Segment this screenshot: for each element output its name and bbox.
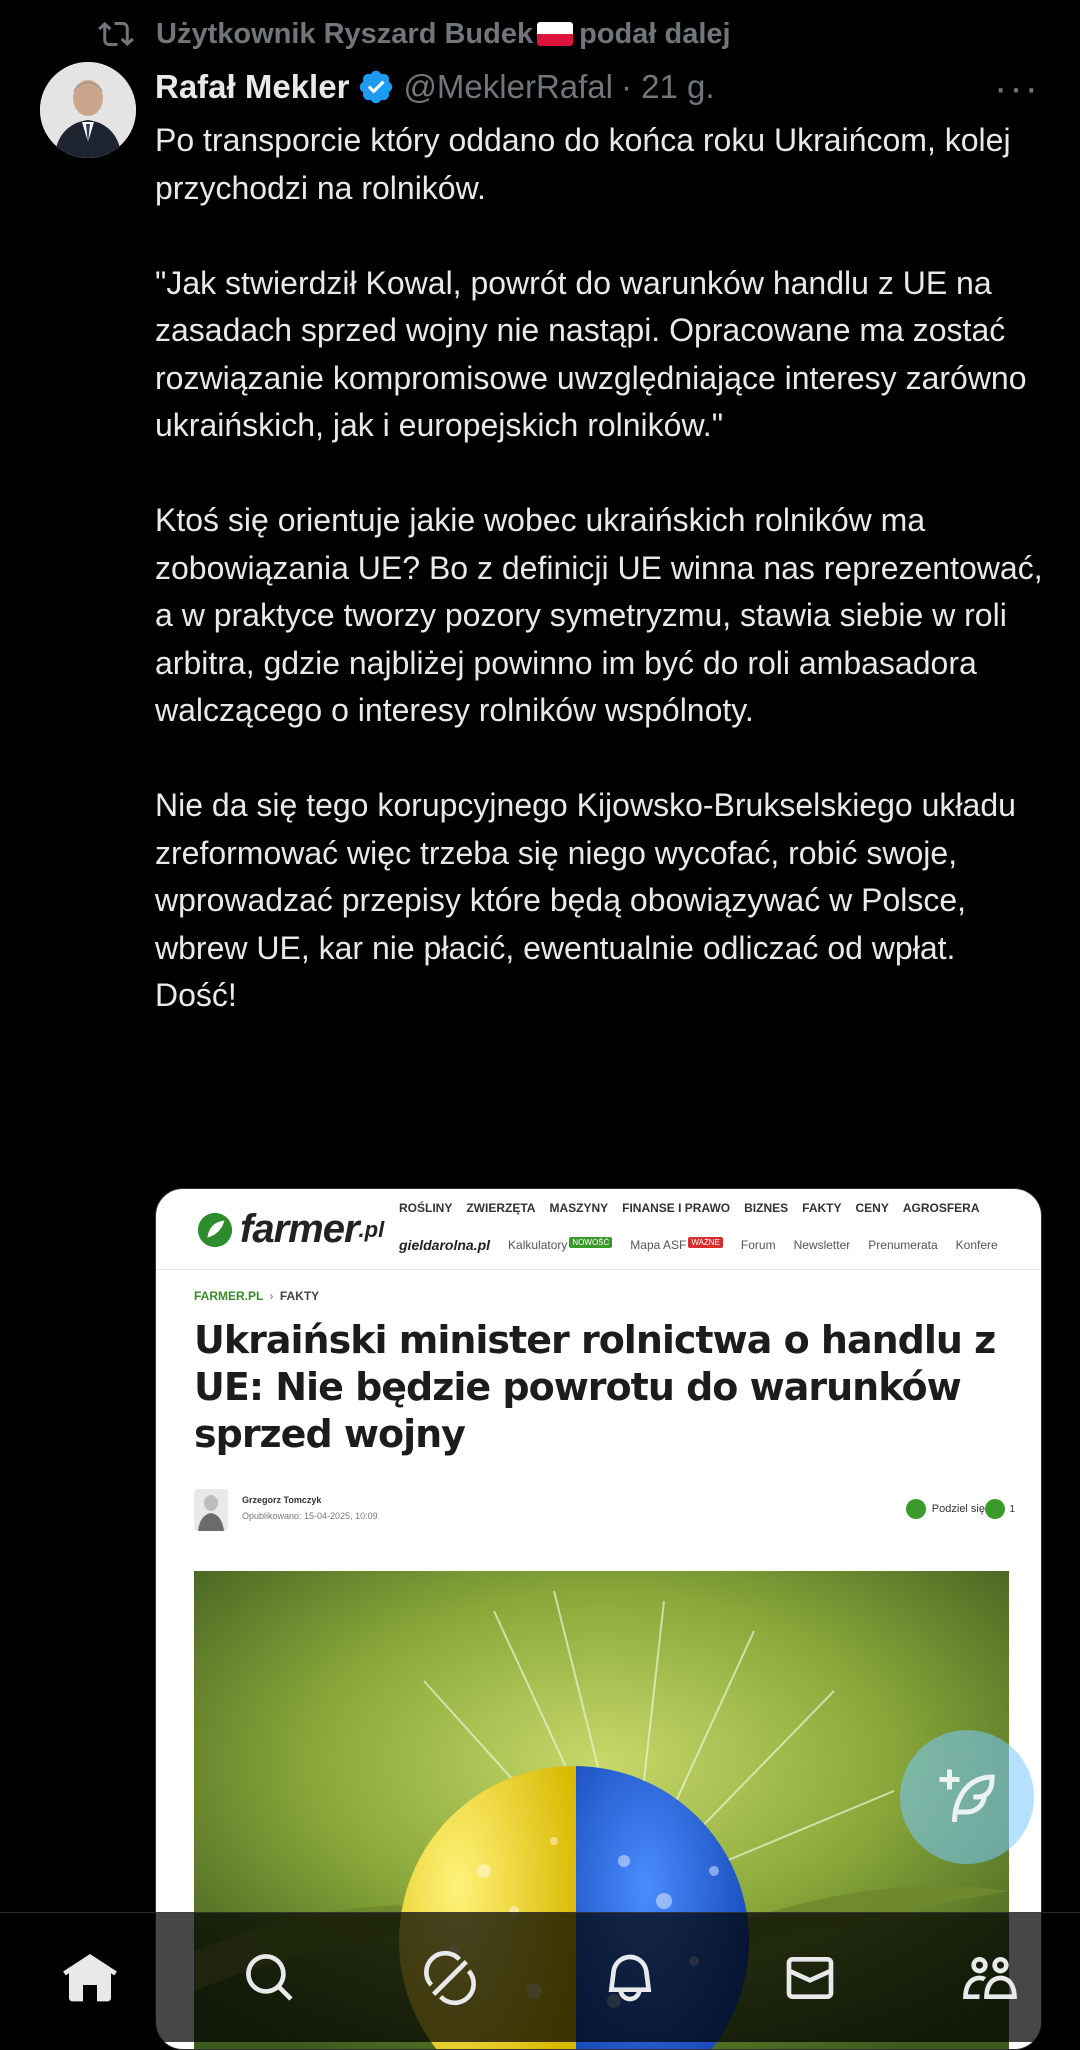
avatar[interactable] [40, 62, 136, 158]
farmer-logo-suffix: .pl [358, 1216, 385, 1242]
site-nav-item: Konfere [955, 1238, 998, 1252]
site-nav-item: Newsletter [793, 1238, 851, 1252]
important-badge: WAŻNE [688, 1237, 723, 1248]
site-nav-item: CENY [855, 1201, 889, 1215]
site-nav-item: ZWIERZĘTA [466, 1201, 536, 1215]
repost-action-label: podał dalej [579, 17, 731, 50]
site-nav-secondary [399, 1237, 998, 1253]
breadcrumb: FARMER.PL › FAKTY [194, 1289, 320, 1303]
site-nav-item: ROŚLINY [399, 1201, 453, 1215]
site-nav-item: FINANSE I PRAWO [622, 1201, 731, 1215]
share-icon [906, 1499, 926, 1519]
leaf-logo-icon [196, 1211, 234, 1249]
tweet-header [155, 62, 1040, 112]
author-name[interactable]: Rafał Mekler [155, 68, 350, 105]
site-nav-item: Mapa ASF $^{WAŻNE}$ [630, 1238, 723, 1252]
repost-icon [98, 16, 134, 52]
communities-icon[interactable] [958, 1946, 1022, 2010]
compose-icon [937, 1767, 997, 1827]
notifications-icon[interactable] [598, 1946, 662, 2010]
divider [156, 1269, 1041, 1270]
compose-post-button[interactable] [900, 1730, 1034, 1864]
farmer-logo-text: farmer [240, 1207, 359, 1251]
site-nav-item: AGROSFERA [902, 1201, 980, 1215]
article-date: Opublikowano: 15-04-2025, 10:09 [242, 1511, 378, 1521]
comment-icon [985, 1499, 1005, 1519]
grok-icon[interactable] [418, 1946, 482, 2010]
messages-icon[interactable] [778, 1946, 842, 2010]
new-badge: NOWOŚĆ [569, 1237, 612, 1248]
tweet-text: Po transporcie który oddano do końca roku Ukraińcom, kolej przychodzi na rolników. "Jak stwierdził Kowal, powrót do warunków handlu z UE na zasadach sprzed wojny nie nastąpi. Opracowane ma zostać rozwiązanie kompromisowe uwzględniające interesy zarówno ukraińskich, jak i europejskich rolników." Ktoś się orientuje jakie wobec ukraińskich rolników ma zobowiązania UE? Bo z definicji UE winna nas reprezentować, a w praktyce tworzy pozory symetryzmu, stawia siebie w roli arbitra, gdzie najbliżej powinno im być do roli ambasadora walczącego o interesy rolników wspólnoty. Nie da się tego korupcyjnego Kijowsko-Brukselskiego układu zreformować więc trzeba się niego wycofać, robić swoje, wprowadzać przepisy które będą obowiązywać w Polsce, wbrew UE, kar nie płacić, ewentualnie odliczać od wpłat. Dość! [155, 122, 1043, 1013]
site-nav-item: Forum [740, 1238, 776, 1252]
home-icon[interactable] [58, 1946, 122, 2010]
share-button: Podziel się [906, 1499, 985, 1519]
article-author: Grzegorz Tomczyk [242, 1495, 322, 1505]
more-options-icon[interactable]: ··· [994, 66, 1040, 110]
author-handle[interactable]: @MeklerRafal [403, 68, 613, 105]
site-nav-item: Kalkulatory $^{NOWOŚĆ}$ [508, 1238, 612, 1252]
farmer-logo [196, 1207, 384, 1252]
poland-flag-icon [537, 22, 573, 46]
repost-user: Użytkownik Ryszard Budek [156, 17, 534, 50]
article-author-row [194, 1489, 1015, 1533]
comments-button: 1 [985, 1499, 1015, 1519]
author-photo [194, 1489, 228, 1531]
article-headline: Ukraiński minister rolnictwa o handlu z UE: Nie będzie powrotu do warunków sprzed wojny [194, 1318, 996, 1456]
bottom-nav [0, 1912, 1080, 2042]
verified-badge-icon [357, 68, 395, 106]
site-nav-item: BIZNES [744, 1201, 789, 1215]
site-nav-item: MASZYNY [549, 1201, 609, 1215]
repost-indicator[interactable] [98, 12, 731, 56]
site-nav-primary [399, 1201, 980, 1215]
tweet-time[interactable]: · 21 g. [621, 68, 715, 105]
gieldarolna-brand: gieldarolna.pl [399, 1237, 491, 1253]
search-icon[interactable] [238, 1946, 302, 2010]
site-nav-item: Prenumerata [868, 1238, 938, 1252]
site-nav-item: FAKTY [802, 1201, 842, 1215]
